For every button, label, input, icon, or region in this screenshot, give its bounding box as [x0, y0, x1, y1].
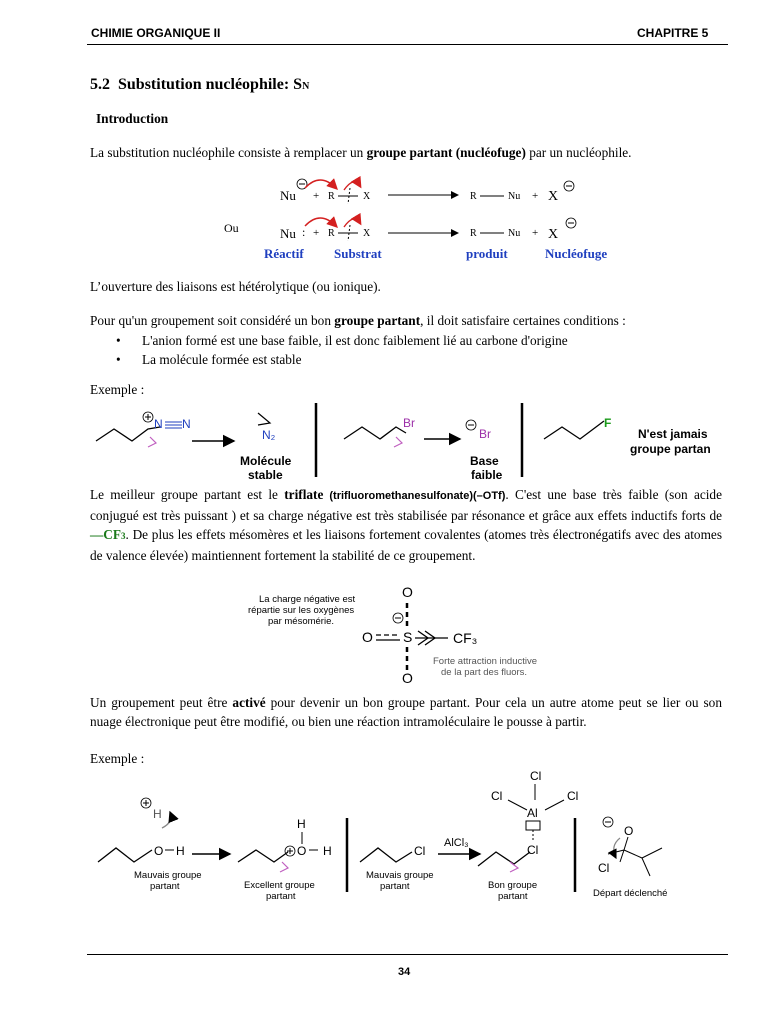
svg-text:H: H — [176, 844, 185, 858]
svg-text:Cl: Cl — [491, 789, 503, 803]
label-nucleofuge: Nucléofuge — [545, 246, 608, 261]
svg-text:Mauvais groupe: Mauvais groupe — [366, 870, 434, 881]
svg-text:R: R — [328, 191, 335, 202]
svg-text:faible: faible — [471, 468, 503, 482]
svg-text:N₂: N₂ — [262, 428, 276, 442]
svg-text:Molécule: Molécule — [240, 454, 292, 468]
header-right: CHAPITRE 5 — [637, 26, 709, 40]
svg-text:AlCl₃: AlCl₃ — [444, 837, 469, 849]
svg-text:+: + — [532, 190, 539, 202]
svg-text:Cl: Cl — [567, 789, 579, 803]
svg-text:O: O — [402, 584, 413, 600]
svg-text:R: R — [470, 191, 477, 202]
leaving-group-examples — [90, 403, 720, 483]
svg-text:Br: Br — [403, 416, 415, 430]
activation-examples — [90, 766, 720, 906]
svg-text:X: X — [548, 227, 559, 242]
svg-text:N: N — [182, 417, 191, 431]
svg-text:Br: Br — [479, 427, 491, 441]
paragraph-ouverture: L’ouverture des liaisons est hétérolytique (ou ionique). — [90, 279, 381, 294]
svg-text:partant: partant — [498, 891, 528, 902]
svg-text:H: H — [153, 807, 162, 821]
svg-text:Cl: Cl — [530, 769, 542, 783]
exemple-label-2: Exemple : — [90, 751, 145, 766]
svg-text:X: X — [363, 228, 371, 239]
svg-text:+: + — [313, 227, 320, 239]
label-reactif: Réactif — [264, 246, 304, 261]
section-title: 5.2 Substitution nucléophile: SN — [90, 76, 310, 93]
svg-text:+: + — [532, 227, 539, 239]
paragraph-active: Un groupement peut être activé pour devenir un bon groupe partant. Pour cela un autre atome peut se lier ou son nuage électronique peut être modifié, ou bien une réaction intramoléculaire le pousse à partir. — [90, 695, 722, 729]
triflate-structure — [230, 583, 590, 683]
label-produit: produit — [466, 246, 508, 261]
svg-text:CF₃: CF₃ — [453, 630, 478, 646]
svg-text:Cl: Cl — [414, 844, 426, 858]
svg-text:R: R — [328, 228, 335, 239]
svg-text:Al: Al — [527, 806, 538, 820]
paragraph-triflate: Le meilleur groupe partant est le triflate (trifluoromethanesulfonate)(–OTf). C'est une base très faible (son acide conjugué est très puissant ) et sa charge négative est très stabilisée par résonance et grâce aux effets inductifs forts de —CF3. De plus les effets mésomères et les liaisons fortement covalentes (atomes très électronégatifs avec des atomes de valence élevée) maintiennent fortement la stabilité de ce groupement. — [90, 487, 722, 563]
svg-text:Nu: Nu — [508, 228, 521, 239]
svg-text:S: S — [403, 629, 413, 645]
header-rule — [87, 44, 728, 45]
svg-text:O: O — [362, 629, 373, 645]
svg-text:partant: partant — [150, 881, 180, 892]
svg-text:H: H — [297, 817, 306, 831]
svg-text:Nu: Nu — [508, 191, 521, 202]
page-number: 34 — [398, 966, 411, 978]
footer-rule — [87, 954, 728, 955]
svg-text:O: O — [297, 844, 307, 858]
exemple-label-1: Exemple : — [90, 382, 145, 397]
svg-text:N'est jamais: N'est jamais — [638, 427, 708, 441]
svg-text:de la part des fluors.: de la part des fluors. — [441, 667, 528, 678]
svg-text::: : — [302, 225, 306, 239]
conditions-list — [116, 331, 716, 369]
svg-text:+: + — [313, 190, 320, 202]
ou-label: Ou — [224, 221, 239, 235]
header-left: CHIMIE ORGANIQUE II — [91, 26, 221, 40]
svg-text:R: R — [470, 228, 477, 239]
svg-text:N: N — [154, 417, 163, 431]
nu-1: Nu — [280, 188, 296, 203]
svg-text:Excellent groupe: Excellent groupe — [244, 880, 315, 891]
svg-text:groupe partan: groupe partan — [630, 442, 711, 456]
svg-text:partant: partant — [266, 891, 296, 902]
svg-text:Cl: Cl — [527, 843, 539, 857]
svg-text:Nu: Nu — [280, 226, 296, 241]
svg-text:partant: partant — [380, 881, 410, 892]
svg-text:X: X — [363, 191, 371, 202]
svg-text:X: X — [548, 189, 559, 204]
svg-text:Base: Base — [470, 454, 499, 468]
svg-text:répartie sur les oxygènes: répartie sur les oxygènes — [248, 605, 355, 616]
svg-text:La charge négative est: La charge négative est — [259, 594, 356, 605]
paragraph-conditions: Pour qu'un groupement soit considéré un bon groupe partant, il doit satisfaire certaines conditions : — [90, 313, 626, 328]
svg-text:Forte attraction inductive: Forte attraction inductive — [433, 656, 538, 667]
svg-text:O: O — [624, 824, 634, 838]
svg-text:stable: stable — [248, 468, 283, 482]
svg-text:Mauvais groupe: Mauvais groupe — [134, 870, 202, 881]
list-item: • La molécule formée est stable — [116, 350, 716, 369]
svg-text:O: O — [402, 670, 413, 683]
list-item: • L'anion formé est une base faible, il est donc faiblement lié au carbone d'origine — [116, 331, 716, 350]
svg-text:Cl: Cl — [598, 861, 610, 875]
intro-heading: Introduction — [96, 111, 169, 126]
svg-text:F: F — [604, 416, 612, 430]
svg-text:Départ déclenché: Départ déclenché — [593, 888, 668, 899]
intro-paragraph: La substitution nucléophile consiste à remplacer un groupe partant (nucléofuge) par un nucléophile. — [90, 145, 632, 160]
svg-text:par mésomérie.: par mésomérie. — [268, 616, 334, 627]
svg-text:H: H — [323, 844, 332, 858]
svg-text:Bon groupe: Bon groupe — [488, 880, 538, 891]
label-substrat: Substrat — [334, 246, 382, 261]
svg-text:O: O — [154, 844, 164, 858]
